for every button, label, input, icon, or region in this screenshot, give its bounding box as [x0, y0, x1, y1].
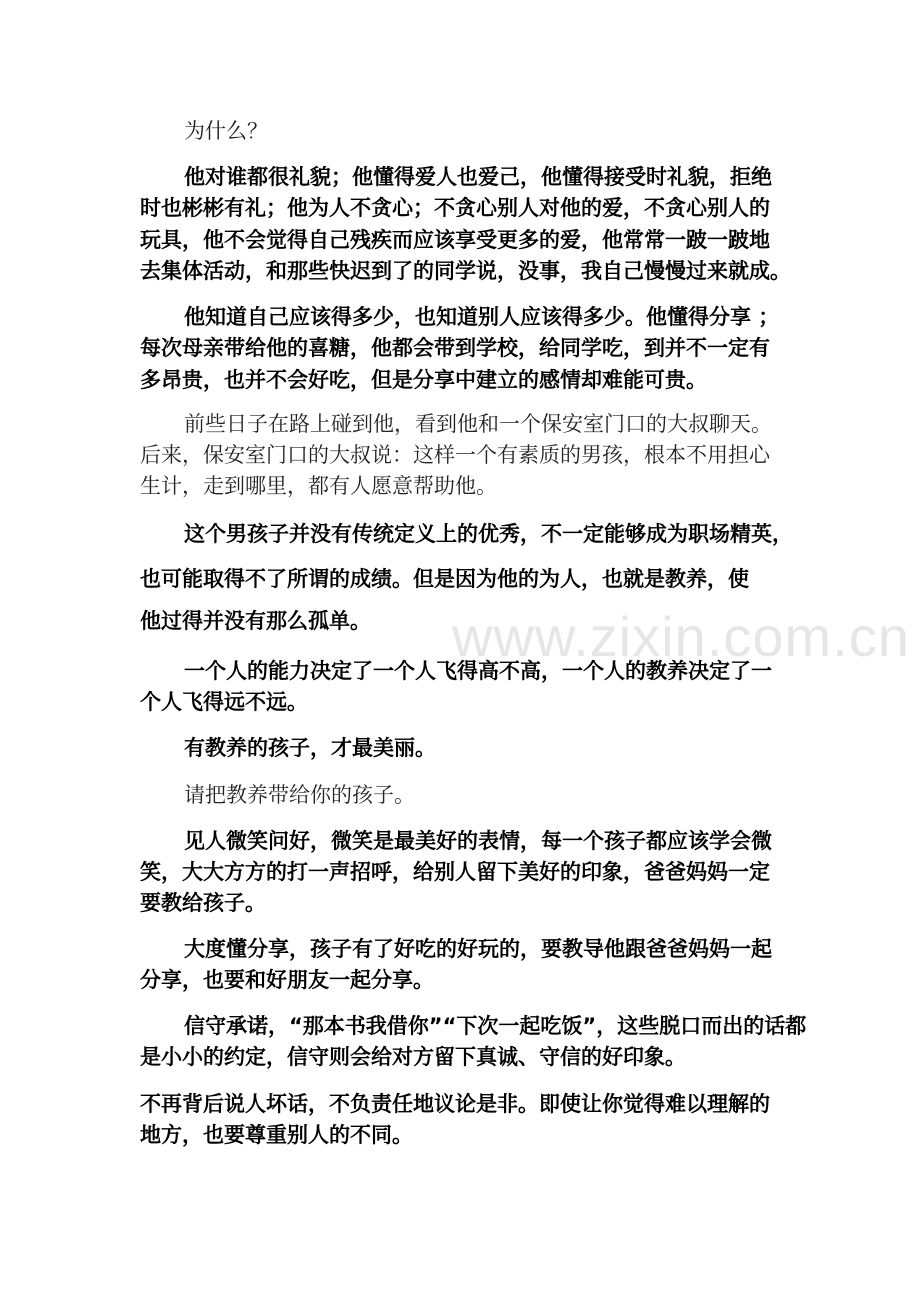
- text-line: 也可能取得不了所谓的成绩。但是因为他的为人，也就是教养，使: [140, 567, 749, 591]
- text-line: 一个人的能力决定了一个人飞得高不高，一个人的教养决定了一: [184, 659, 772, 683]
- text-line: 个人飞得远不远。: [140, 690, 308, 714]
- text-line: 地方，也要尊重别人的不同。: [140, 1123, 413, 1147]
- watermark: www.zixin.com.cn: [452, 605, 910, 668]
- text-line: 有教养的孩子，才最美丽。: [184, 736, 436, 760]
- text-line: 生计，走到哪里，都有人愿意帮助他。: [140, 474, 497, 498]
- text-line: 见人微笑问好，微笑是最美好的表情，每一个孩子都应该学会微: [184, 829, 772, 853]
- text-line: 这个男孩子并没有传统定义上的优秀，不一定能够成为职场精英，: [184, 522, 793, 546]
- text-line: 笑，大大方方的打一声招呼，给别人留下美好的印象，爸爸妈妈一定: [140, 860, 770, 884]
- text-line: 信守承诺，“那本书我借你”“下次一起吃饭”，这些脱口而出的话都: [184, 1014, 807, 1038]
- text-line: 前些日子在路上碰到他，看到他和一个保安室门口的大叔聊天。: [184, 412, 772, 436]
- text-line: 多昂贵，也并不会好吃，但是分享中建立的感情却难能可贵。: [140, 368, 707, 392]
- text-line: 去集体活动，和那些快迟到了的同学说，没事，我自己慢慢过来就成。: [140, 259, 791, 283]
- text-line: 请把教养带给你的孩子。: [184, 783, 415, 807]
- text-line: 为什么？: [184, 119, 268, 143]
- text-line: 是小小的约定，信守则会给对方留下真诚、守信的好印象。: [140, 1045, 686, 1069]
- text-line: 玩具，他不会觉得自己残疾而应该享受更多的爱，他常常一跛一跛地: [140, 228, 770, 252]
- text-line: 不再背后说人坏话，不负责任地议论是非。即使让你觉得难以理解的: [140, 1092, 770, 1116]
- text-line: 他对谁都很礼貌；他懂得爱人也爱己，他懂得接受时礼貌，拒绝: [184, 165, 772, 189]
- text-line: 分享，也要和好朋友一起分享。: [140, 968, 434, 992]
- text-line: 他过得并没有那么孤单。: [140, 609, 371, 633]
- text-line: 大度懂分享，孩子有了好吃的好玩的，要教导他跟爸爸妈妈一起: [184, 937, 772, 961]
- text-line: 后来，保安室门口的大叔说：这样一个有素质的男孩，根本不用担心: [140, 443, 770, 467]
- text-line: 要教给孩子。: [140, 891, 266, 915]
- text-line: 每次母亲带给他的喜糖，他都会带到学校，给同学吃，到并不一定有: [140, 336, 770, 360]
- text-line: 时也彬彬有礼；他为人不贪心；不贪心别人对他的爱，不贪心别人的: [140, 196, 770, 220]
- text-line: 他知道自己应该得多少，也知道别人应该得多少。他懂得分享 ；: [184, 305, 780, 329]
